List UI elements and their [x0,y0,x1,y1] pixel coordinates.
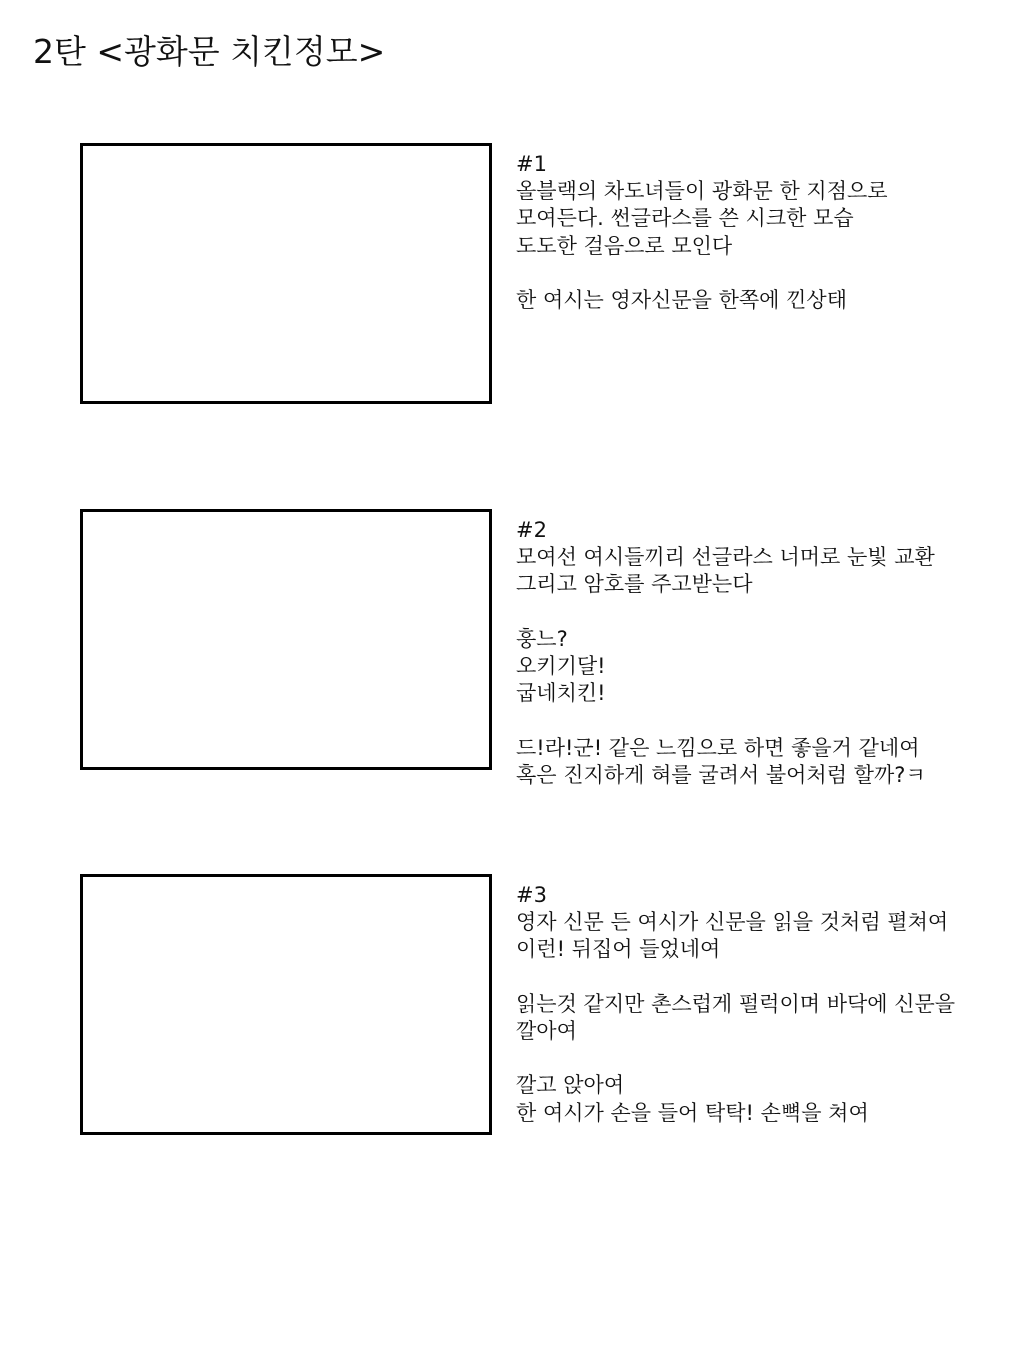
scene-line: 도도한 걸음으로 모인다 [516,233,733,258]
scene-line: 영자 신문 든 여시가 신문을 읽을 것처럼 펼쳐여 [516,910,949,935]
scene-line: 읽는것 같지만 촌스럽게 펄럭이며 바닥에 신문을 [516,991,956,1016]
scene-line [516,260,1016,287]
page-title: 2탄 <광화문 치킨정모> [33,32,386,71]
scene-line: 올블랙의 차도녀들이 광화문 한 지점으로 [516,179,888,204]
storyboard-panel-2 [80,509,492,770]
scene-number: #2 [516,518,547,542]
scene-line: 굽네치킨! [516,681,606,706]
storyboard-panel-3 [80,874,492,1135]
scene-line: 그리고 암호를 주고받는다 [516,572,753,597]
scene-line [516,599,1016,626]
scene-line [516,707,1016,734]
scene-line: 한 여시는 영자신문을 한쪽에 낀상태 [516,287,847,312]
scene-line: 깔고 앉아여 [516,1073,625,1098]
scene-line: 모여선 여시들끼리 선글라스 너머로 눈빛 교환 [516,545,935,570]
scene-line: 오키기달! [516,653,606,678]
scene-notes-3 [516,882,1016,1127]
scene-line: 훙느? [516,626,568,651]
scene-line [516,1045,1016,1072]
scene-line: 혹은 진지하게 혀를 굴려서 불어처럼 할까?ㅋ [516,762,926,787]
scene-number: #1 [516,152,547,176]
scene-notes-2 [516,517,1016,789]
scene-line: 이런! 뒤집어 들었네여 [516,937,721,962]
scene-notes-1 [516,151,1016,314]
scene-line [516,964,1016,991]
scene-line: 모여든다. 썬글라스를 쓴 시크한 모습 [516,206,854,231]
scene-line: 한 여시가 손을 들어 탁탁! 손뼉을 쳐여 [516,1100,869,1125]
scene-line: 드!라!군! 같은 느낌으로 하면 좋을거 같네여 [516,735,920,760]
scene-number: #3 [516,883,547,907]
storyboard-panel-1 [80,143,492,404]
scene-line: 깔아여 [516,1018,577,1043]
